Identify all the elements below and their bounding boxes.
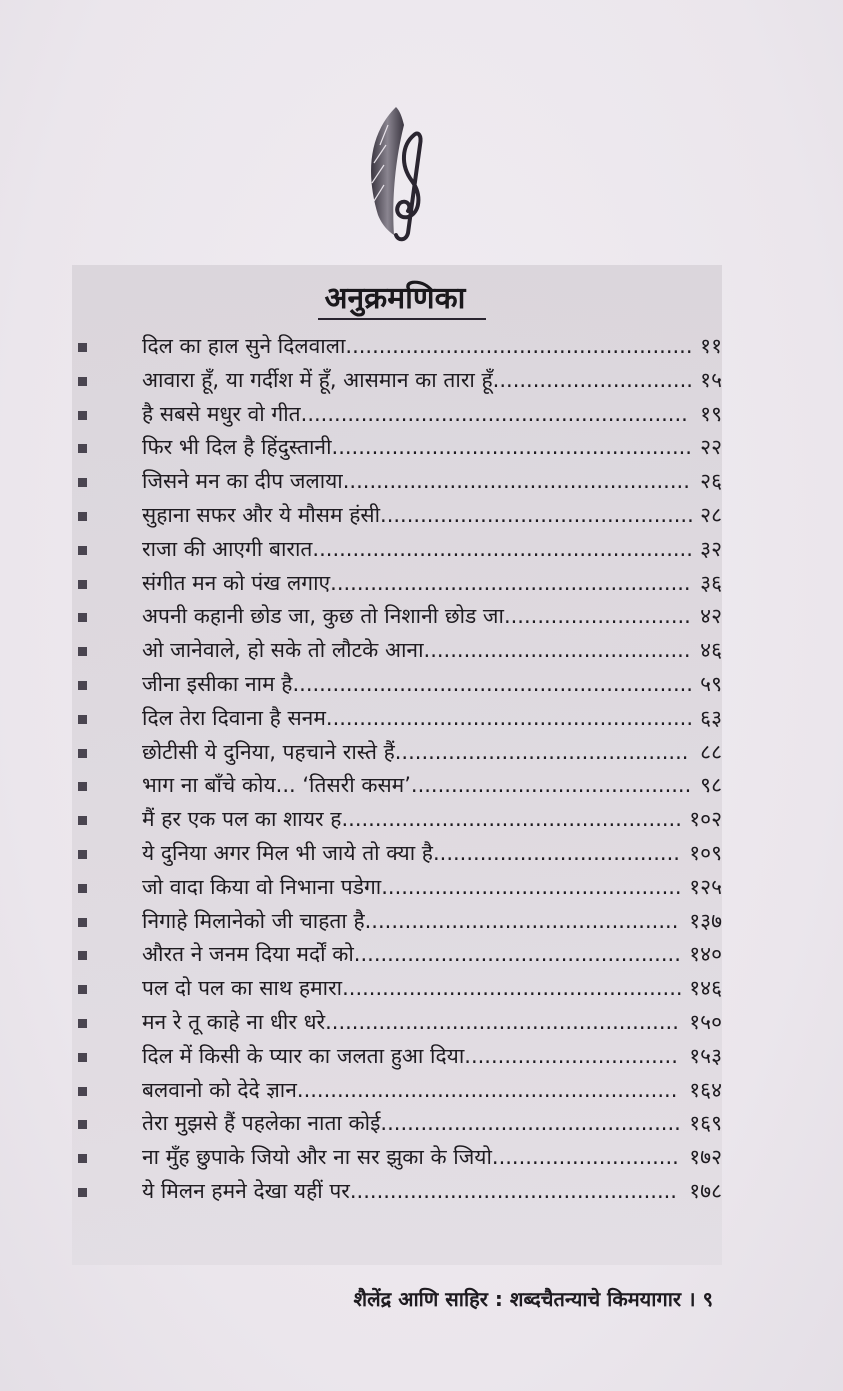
toc-page-number: ५९	[700, 672, 722, 696]
toc-leader-dots: .......................................................	[325, 705, 694, 730]
toc-entry	[78, 634, 728, 666]
toc-page-number: ३६	[700, 570, 722, 595]
toc-entry-title-text: दिल तेरा दिवाना है सनम	[142, 705, 326, 730]
toc-entry-title	[142, 837, 680, 869]
running-footer: शैलेंद्र आणि साहिर : शब्दचैतन्याचे किमयागार । ९	[353, 1287, 713, 1311]
toc-page-number: १४०	[689, 942, 722, 967]
toc-entry	[78, 499, 728, 531]
toc-entry	[78, 398, 728, 430]
square-bullet-icon	[78, 985, 87, 994]
toc-entry-title	[142, 465, 690, 497]
toc-leader-dots: .........................................................	[296, 1077, 678, 1102]
toc-entry-title	[142, 1141, 679, 1173]
toc-page-number: १५३	[689, 1043, 722, 1068]
toc-leader-dots: ..............................	[492, 367, 693, 392]
toc-entry-title-text: दिल में किसी के प्यार का जलता हुआ दिया	[142, 1043, 465, 1068]
toc-leader-dots: ..........................................	[410, 773, 692, 798]
toc-entry-title-text: औरत ने जनम दिया मर्दों को	[142, 942, 354, 967]
toc-entry-title-text: पल दो पल का साथ हमारा	[142, 976, 343, 1001]
toc-page-number: २८	[700, 503, 722, 527]
toc-entry-title-text: जो वादा किया वो निभाना पडेगा	[142, 874, 382, 899]
toc-entry-title	[142, 1074, 677, 1106]
toc-entry-title-text: ओ जानेवाले, हो सके तो लौटके आना	[142, 638, 424, 663]
square-bullet-icon	[78, 681, 87, 690]
toc-entry-title	[142, 398, 688, 430]
toc-entry-title	[142, 668, 693, 700]
toc-page-number: १५	[700, 367, 722, 392]
toc-leader-dots: .................................................	[349, 1179, 677, 1203]
square-bullet-icon	[78, 411, 87, 420]
square-bullet-icon	[78, 749, 87, 758]
toc-entry-title-text: राजा की आएगी बारात...	[142, 536, 333, 561]
toc-entry-title	[142, 364, 693, 396]
toc-entry-title	[142, 905, 678, 937]
toc-entry-title-text: ये दुनिया अगर मिल भी जाये तो क्या है	[142, 841, 433, 865]
toc-entry-title	[142, 330, 693, 362]
toc-leader-dots: ....................................................	[345, 334, 693, 358]
toc-entry	[78, 871, 728, 903]
toc-entry	[78, 533, 728, 565]
square-bullet-icon	[78, 546, 87, 555]
toc-page-number: ८८	[700, 739, 722, 764]
toc-page-number: १०२	[689, 807, 722, 832]
toc-entry-title	[142, 871, 682, 903]
toc-entry	[78, 1074, 728, 1106]
toc-leader-dots: ...............................................	[380, 503, 694, 527]
toc-page-number: ११	[700, 334, 722, 358]
title-underline	[318, 318, 486, 320]
toc-entry-title	[142, 938, 681, 970]
square-bullet-icon	[78, 343, 87, 352]
toc-entry	[78, 1006, 728, 1038]
toc-entry-title	[142, 1175, 677, 1207]
toc-entry-title	[142, 1040, 678, 1072]
toc-entry	[78, 905, 728, 937]
toc-entry-title	[142, 769, 691, 801]
toc-entry	[78, 600, 728, 632]
toc-leader-dots: ......................................................	[331, 435, 692, 460]
toc-leader-dots: ........................................	[423, 638, 691, 663]
toc-leader-dots: ...................................................	[342, 976, 683, 1001]
toc-page-number: ६३	[700, 705, 722, 730]
square-bullet-icon	[78, 377, 87, 386]
toc-page-number: १३७	[689, 908, 722, 933]
toc-page-number: १९	[700, 401, 722, 426]
toc-entry-title-text: बलवानो को देदे ज्ञान	[142, 1077, 297, 1102]
square-bullet-icon	[78, 715, 87, 724]
toc-entry-title	[142, 1006, 679, 1038]
toc-leader-dots: ....................................................	[342, 469, 690, 494]
toc-leader-dots: .............................................	[380, 1111, 681, 1136]
toc-entry-title	[142, 533, 693, 565]
toc-entry	[78, 567, 728, 599]
page-title: अनुक्रमणिका	[324, 281, 466, 316]
toc-entry-title	[142, 803, 682, 835]
toc-entry-title-text: संगीत मन को पंख लगाए	[142, 570, 331, 595]
toc-entry-title	[142, 600, 691, 632]
toc-entry-title	[142, 1107, 681, 1139]
toc-entry-title-text: दिल का हाल सुने दिलवाला	[142, 334, 346, 358]
square-bullet-icon	[78, 850, 87, 859]
toc-page-number: १६४	[689, 1077, 722, 1102]
toc-entry	[78, 668, 728, 700]
toc-entry-title-text: सुहाना सफर और ये मौसम हंसी	[142, 503, 381, 527]
square-bullet-icon	[78, 1188, 87, 1197]
toc-page-number: ९८	[700, 773, 722, 798]
square-bullet-icon	[78, 918, 87, 927]
toc-page-number: ३२	[700, 536, 722, 561]
toc-leader-dots: ............................................	[394, 739, 689, 764]
toc-entry-title	[142, 972, 683, 1004]
toc-leader-dots: ......................................................	[332, 536, 693, 561]
square-bullet-icon	[78, 1019, 87, 1028]
toc-page-number: १०९	[689, 841, 722, 865]
toc-entry-title-text: आवारा हूँ, या गर्दीश में हूँ, आसमान का तारा हूँ	[142, 367, 493, 392]
toc-entry	[78, 431, 728, 463]
toc-leader-dots: .................................................	[353, 942, 681, 967]
toc-entry-title	[142, 431, 692, 463]
toc-entry	[78, 837, 728, 869]
toc-entry-title-text: तेरा मुझसे हैं पहलेका नाता कोई	[142, 1111, 381, 1136]
toc-entry	[78, 364, 728, 396]
square-bullet-icon	[78, 782, 87, 791]
toc-page-number: २२	[700, 435, 722, 460]
square-bullet-icon	[78, 580, 87, 589]
toc-entry-title-text: ये मिलन हमने देखा यहीं पर	[142, 1179, 350, 1203]
toc-leader-dots: ...................................................	[341, 807, 682, 832]
toc-page-number: १५०	[689, 1010, 722, 1034]
toc-entry-title-text: छोटीसी ये दुनिया, पहचाने रास्ते हैं	[142, 739, 395, 764]
toc-entry	[78, 803, 728, 835]
toc-page-number: १७२	[689, 1145, 722, 1170]
toc-entry	[78, 330, 728, 362]
toc-entry-title	[142, 499, 694, 531]
toc-entry	[78, 1040, 728, 1072]
toc-entry-title	[142, 736, 688, 768]
toc-leader-dots: ............................	[491, 1145, 679, 1170]
toc-entry-title-text: मैं हर एक पल का शायर ह	[142, 807, 342, 832]
toc-entry	[78, 736, 728, 768]
toc-entry	[78, 972, 728, 1004]
toc-entry	[78, 702, 728, 734]
toc-entry	[78, 1107, 728, 1139]
toc-entry-title	[142, 702, 693, 734]
toc-entry-title-text: अपनी कहानी छोड जा, कुछ तो निशानी छोड जा	[142, 604, 504, 629]
toc-entry-title-text: फिर भी दिल है हिंदुस्तानी	[142, 435, 332, 460]
square-bullet-icon	[78, 512, 87, 521]
square-bullet-icon	[78, 444, 87, 453]
square-bullet-icon	[78, 951, 87, 960]
feather-treble-clef-icon	[358, 105, 438, 245]
square-bullet-icon	[78, 1154, 87, 1163]
toc-entry	[78, 938, 728, 970]
toc-leader-dots: .....................................................	[325, 1010, 679, 1034]
toc-leader-dots: ......................................................	[330, 570, 691, 595]
toc-leader-dots: .............................................	[381, 874, 682, 899]
toc-entry	[78, 769, 728, 801]
toc-page-number: ४२	[700, 604, 722, 629]
toc-entry	[78, 1141, 728, 1173]
toc-entry-title-text: है सबसे मधुर वो गीत	[142, 401, 301, 426]
toc-entry-title-text: मन रे तू काहे ना धीर धरे	[142, 1010, 326, 1034]
toc-entry-title	[142, 634, 691, 666]
toc-entry-title-text: जीना इसीका नाम है	[142, 672, 293, 696]
square-bullet-icon	[78, 647, 87, 656]
square-bullet-icon	[78, 1053, 87, 1062]
toc-page-number: २६	[700, 469, 722, 494]
toc-leader-dots: ............................	[503, 604, 691, 629]
toc-page-number: १४६	[689, 976, 722, 1001]
toc-page-number: १७८	[689, 1179, 722, 1203]
toc-leader-dots: ...............................................	[364, 908, 679, 933]
toc-entry	[78, 465, 728, 497]
square-bullet-icon	[78, 1120, 87, 1129]
toc-entry-title-text: भाग ना बाँचे कोय... ‘तिसरी कसम’	[142, 773, 411, 798]
toc-leader-dots: ............................................................	[292, 672, 693, 696]
toc-leader-dots: ................................	[464, 1043, 678, 1068]
toc-entry-title-text: ना मुँह छुपाके जियो और ना सर झुका के जियो	[142, 1145, 492, 1170]
toc-entry-title	[142, 567, 691, 599]
toc-page-number: १६९	[689, 1111, 722, 1136]
square-bullet-icon	[78, 816, 87, 825]
toc-leader-dots: .....................................	[432, 841, 680, 865]
toc-entry-title-text: जिसने मन का दीप जलाया	[142, 469, 343, 494]
square-bullet-icon	[78, 613, 87, 622]
square-bullet-icon	[78, 478, 87, 487]
square-bullet-icon	[78, 1087, 87, 1096]
toc-leader-dots: ..........................................................	[300, 401, 688, 426]
toc-entry-title-text: निगाहे मिलानेको जी चाहता है	[142, 908, 365, 933]
toc-entry	[78, 1175, 728, 1207]
toc-page-number: १२५	[689, 874, 722, 899]
square-bullet-icon	[78, 884, 87, 893]
toc-page-number: ४६	[700, 638, 722, 663]
